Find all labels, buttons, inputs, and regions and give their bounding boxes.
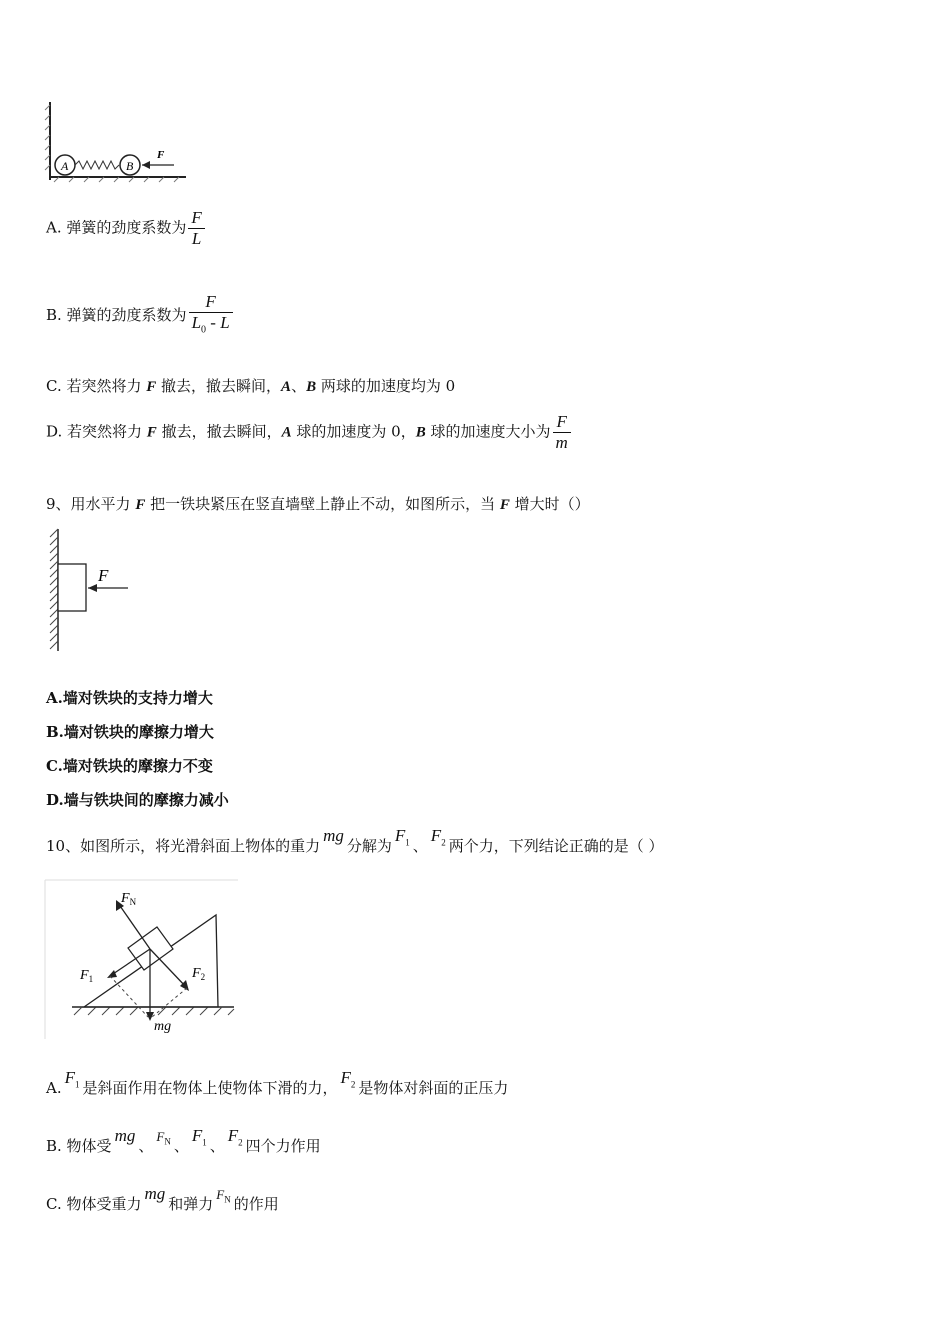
fn-symbol: $F_N$ (156, 1129, 171, 1147)
q8-option-c[interactable] (46, 376, 455, 397)
separator: 、 (173, 1137, 189, 1155)
question-text: 分解为 (346, 837, 392, 855)
fraction: $\frac{F}{L}$ (188, 208, 204, 249)
separator: 、 (209, 1137, 225, 1155)
mg-symbol: mg (323, 826, 344, 845)
q9-question (46, 494, 590, 515)
spring-balls-figure (44, 100, 194, 185)
option-text: A. 弹簧的劲度系数为 (46, 218, 187, 237)
var-f: F (499, 497, 510, 513)
option-text: 球的加速度为 0， (291, 422, 416, 441)
var-b: B (415, 424, 426, 441)
option-text: 撤去，撤去瞬间， (156, 422, 282, 441)
var-b: B (306, 379, 317, 395)
var-f: F (135, 497, 146, 513)
option-text: C. 若突然将力 (46, 377, 147, 395)
option-text: 、 (291, 377, 307, 395)
f1-symbol: $F_1$ (394, 826, 410, 848)
ball-b-label: B (126, 159, 134, 173)
f1-label: $F_1$ (80, 968, 94, 984)
question-text: 把一铁块紧压在竖直墙壁上静止不动，如图所示，当 (145, 495, 500, 513)
var-a: A (281, 379, 292, 395)
option-text: 是斜面作用在物体上使物体下滑的力， (82, 1079, 338, 1097)
wall-block-figure (44, 525, 144, 655)
var-f: F (146, 424, 157, 441)
mg-symbol: mg (144, 1184, 166, 1203)
ball-a-label: A (61, 159, 69, 173)
f1-symbol: $F_1$ (191, 1126, 207, 1148)
force-f-label: F (157, 149, 165, 161)
fn-label: $F_N$ (121, 891, 137, 907)
f2-label: $F_2$ (192, 966, 206, 982)
question-text: 10、如图所示，将光滑斜面上物体的重力 (46, 837, 321, 855)
option-text: C. 物体受重力 (46, 1195, 142, 1213)
incline-figure (44, 879, 240, 1041)
question-text: 两个力，下列结论正确的是（ ） (448, 837, 664, 855)
separator: 、 (138, 1137, 154, 1155)
question-text: 9、用水平力 (46, 495, 136, 513)
q8-option-b[interactable] (46, 292, 235, 340)
option-text: B. 弹簧的劲度系数为 (46, 306, 187, 325)
separator: 、 (412, 837, 428, 855)
q9-option-d[interactable]: D.墙与铁块间的摩擦力减小 (46, 791, 229, 809)
q9-option-a[interactable]: A.墙对铁块的支持力增大 (46, 689, 213, 707)
fraction: $\frac{F}{L_0 - L}$ (189, 292, 233, 340)
var-a: A (281, 424, 292, 441)
option-text: 是物体对斜面的正压力 (358, 1079, 509, 1097)
var-f: F (146, 379, 157, 395)
f2-symbol: $F_2$ (430, 826, 446, 848)
q10-option-c[interactable] (46, 1184, 279, 1220)
q9-option-b[interactable]: B.墙对铁块的摩擦力增大 (46, 723, 214, 741)
option-text: A. (46, 1079, 62, 1097)
option-text: 撤去，撤去瞬间， (156, 377, 282, 395)
mg-symbol: mg (114, 1126, 136, 1145)
q8-option-d[interactable] (46, 412, 573, 453)
option-text: 两球的加速度均为 0 (316, 377, 456, 395)
option-text: 和弹力 (168, 1195, 214, 1213)
f2-symbol: $F_2$ (227, 1126, 243, 1148)
force-f-label: F (98, 566, 109, 585)
fraction: $\frac{F}{m}$ (553, 412, 571, 453)
q10-option-b[interactable] (46, 1126, 321, 1162)
question-text: 增大时（） (509, 495, 590, 513)
option-text: 球的加速度大小为 (425, 422, 551, 441)
q10-question (46, 826, 664, 862)
q9-option-c[interactable]: C.墙对铁块的摩擦力不变 (46, 757, 213, 775)
q10-option-a[interactable] (46, 1068, 509, 1104)
f1-symbol: $F_1$ (64, 1068, 80, 1090)
f2-symbol: $F_2$ (340, 1068, 356, 1090)
option-text: 四个力作用 (245, 1137, 321, 1155)
option-text: B. 物体受 (46, 1137, 112, 1155)
fn-symbol: $F_N$ (216, 1187, 231, 1205)
q8-option-a[interactable] (46, 208, 207, 249)
option-text: D. 若突然将力 (46, 422, 147, 441)
mg-label: mg (154, 1019, 172, 1034)
option-text: 的作用 (233, 1195, 279, 1213)
